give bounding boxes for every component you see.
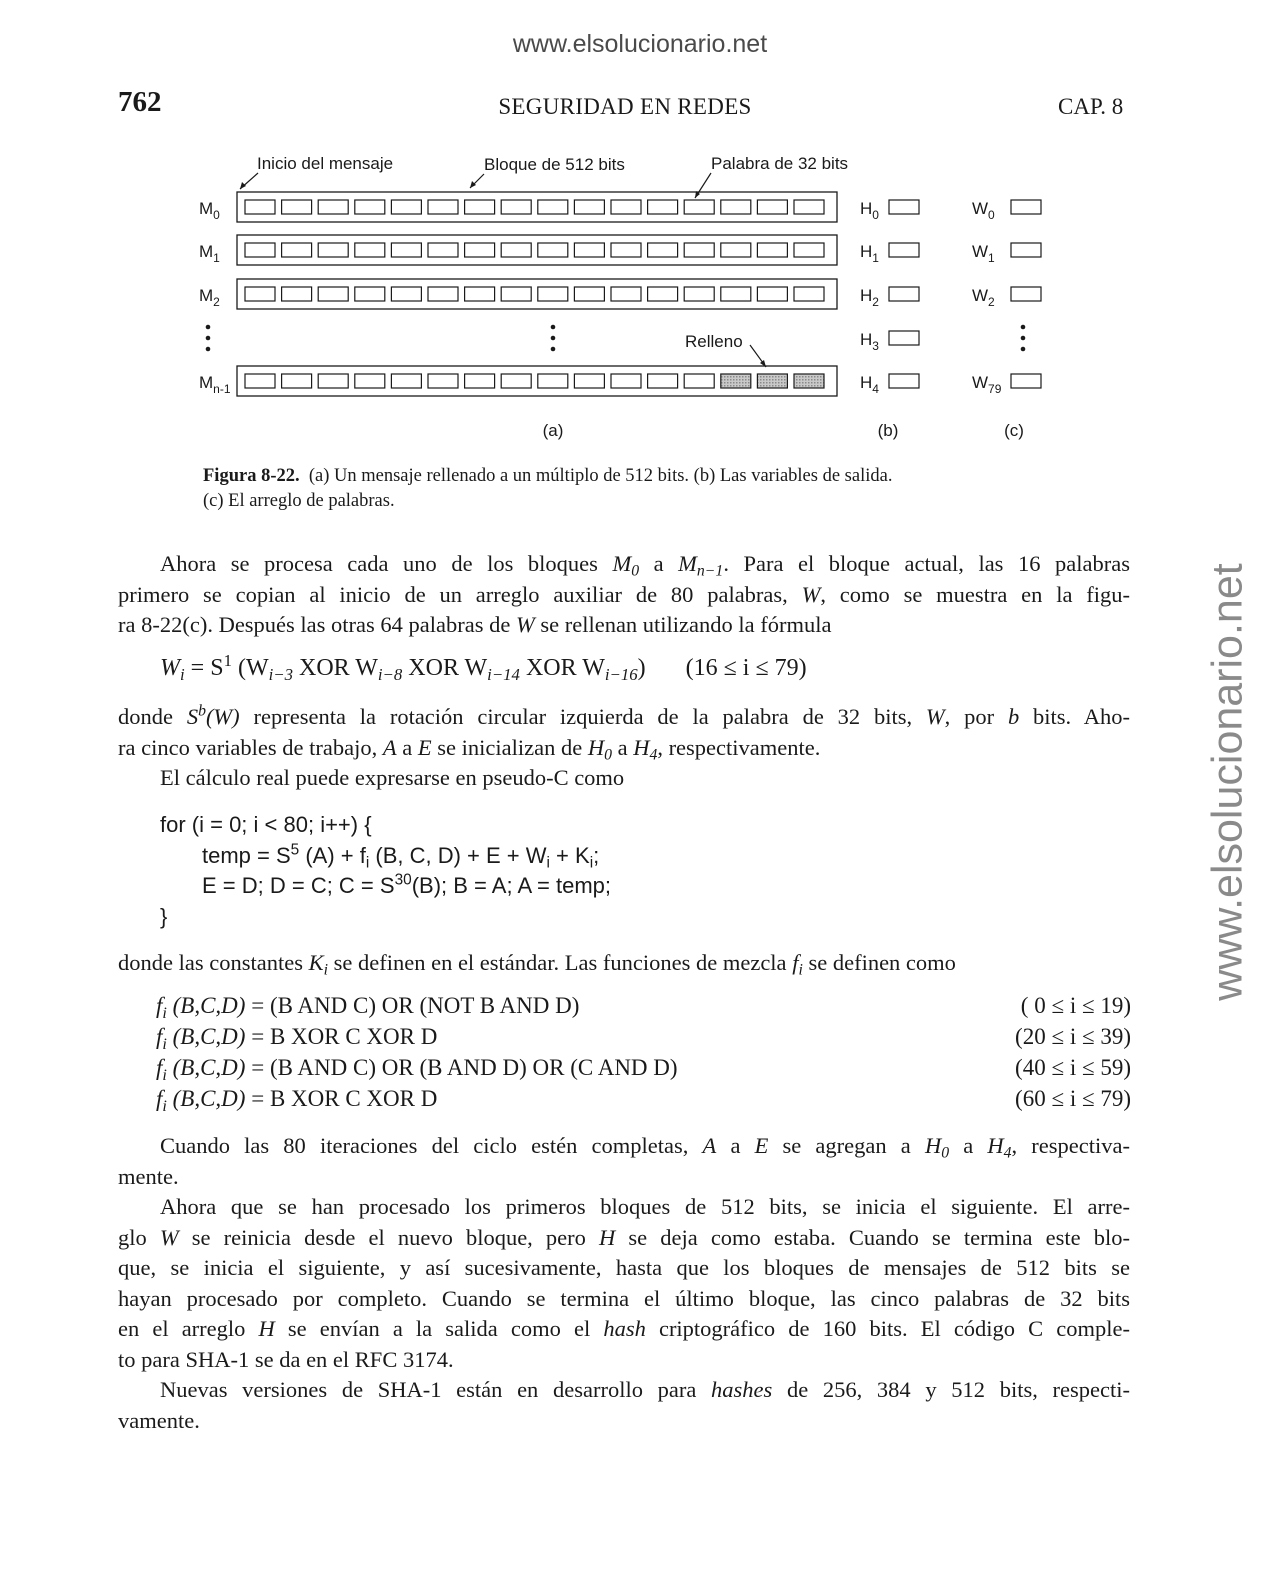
- text-run: E = D; D = C; C = S: [202, 873, 395, 898]
- function-expr: B XOR C XOR D: [269, 1024, 438, 1049]
- text-run: . Para el bloque actual, las 16 palabras: [723, 551, 1130, 576]
- output-box-1: [889, 243, 919, 257]
- word-3-3: [355, 374, 385, 388]
- p2-line-2: ra cinco variables de trabajo, A a E se inicializan de $H_0$ a $H_4$, respectivamente.: [118, 734, 821, 764]
- paragraph-7: [118, 1375, 1130, 1436]
- text-run: (W: [231, 655, 269, 681]
- text-run: ra cinco variables de trabajo,: [118, 734, 383, 760]
- pseudo-c-code: [160, 810, 611, 932]
- sub-n-1: n−1: [696, 562, 724, 580]
- word-3-11: [648, 374, 678, 388]
- word-label-0: $W_0$: [972, 199, 995, 222]
- code-line-1: for (i = 0; i < 80; i++) {: [160, 812, 372, 837]
- p6-line-6: to para SHA-1 se da en el RFC 3174.: [118, 1346, 454, 1372]
- text-run: glo: [118, 1224, 160, 1250]
- text-run: , respectivamente.: [657, 734, 821, 760]
- word-0-15: [794, 200, 824, 214]
- p7-line-1: [118, 1375, 1130, 1406]
- text-run: bits. Aho-: [1019, 704, 1130, 729]
- word-1-8: [538, 243, 568, 257]
- text-run: XOR W: [519, 655, 605, 681]
- page-number: 762: [118, 86, 162, 118]
- text-run: temp = S: [202, 842, 291, 868]
- output-label-4: $H_4$: [860, 373, 879, 396]
- message-label-2: $M_2$: [199, 286, 220, 309]
- function-range: ( 0 ≤ i ≤ 19): [1020, 993, 1131, 1018]
- caption-line-2: (c) El arreglo de palabras.: [203, 491, 395, 511]
- ellipsis-dot-a1-0: [551, 325, 556, 330]
- word-1-5: [428, 243, 458, 257]
- text-run: , por: [944, 704, 1008, 729]
- word-2-6: [465, 287, 495, 301]
- code-sub: i: [365, 854, 370, 872]
- output-label-1: $H_1$: [860, 242, 879, 265]
- panel-label-1: (b): [877, 421, 899, 440]
- label-message-start: Inicio del mensaje: [257, 154, 394, 173]
- text-run: se reinicia desde el nuevo bloque, pero: [178, 1224, 600, 1250]
- text-run: ;: [593, 842, 600, 868]
- formula-index: i: [180, 665, 185, 685]
- word-3-12: [684, 374, 714, 388]
- formula-sub: i−14: [487, 665, 520, 685]
- text-run: + K: [549, 842, 590, 868]
- word-2-13: [721, 287, 751, 301]
- word-1-4: [391, 243, 421, 257]
- formula-range: (16 ≤ i ≤ 79): [685, 655, 807, 681]
- text-run: se inicializan de: [431, 734, 588, 760]
- code-sub: i: [589, 854, 594, 872]
- word-0-2: [318, 200, 348, 214]
- ellipsis-dot-c-0: [1021, 325, 1026, 330]
- text-run: se envían a la salida como el: [274, 1316, 604, 1341]
- word-3-10: [611, 374, 641, 388]
- output-box-3: [889, 331, 919, 345]
- text-run: representa la rotación circular izquierda de la palabra de 32 bits,: [239, 704, 926, 729]
- p6-line-1: Ahora que se han procesado los primeros bloques de 512 bits, se inicia el siguiente. El arre-: [160, 1194, 1130, 1219]
- word-1-13: [721, 243, 751, 257]
- paragraph-5: [118, 1131, 1130, 1192]
- function-row-3: $f_i$ (B,C,D) = (B AND C) OR (B AND D) OR (C AND D) (40 ≤ i ≤ 59): [156, 1055, 1131, 1084]
- text-run: a: [611, 734, 634, 760]
- word-1-11: [648, 243, 678, 257]
- code-sup: 30: [394, 871, 412, 889]
- rotation-formula: [160, 650, 807, 685]
- word-0-10: [611, 200, 641, 214]
- text-run: se definen como: [802, 950, 956, 975]
- paragraph-4: [118, 948, 1130, 979]
- chapter-label: CAP. 8: [1058, 94, 1124, 119]
- word-label-1: $W_1$: [972, 242, 995, 265]
- word-1-2: [318, 243, 348, 257]
- word-2-14: [757, 287, 787, 301]
- word-2-15: [794, 287, 824, 301]
- word-box-0: [1011, 200, 1041, 214]
- p1-line-1: Ahora se procesa cada uno de los bloques $M_0$ a $M_{n-1}$. Para el bloque actual, las 16 palabras: [160, 551, 1130, 580]
- code-line-3: [160, 871, 611, 902]
- word-0-14: [757, 200, 787, 214]
- p6-line-4: hayan procesado por completo. Cuando se termina el último bloque, las cinco palabras de 32 bits: [118, 1285, 1130, 1311]
- ellipsis-dot-a1-1: [551, 336, 556, 341]
- word-1-1: [282, 243, 312, 257]
- text-run: , como se muestra en la figu-: [820, 581, 1130, 607]
- output-box-2: [889, 287, 919, 301]
- word-0-5: [428, 200, 458, 214]
- padding-word-14: [757, 374, 787, 388]
- function-row-4: $f_i$ (B,C,D) = B XOR C XOR D (60 ≤ i ≤ 79): [156, 1086, 1131, 1115]
- word-2-8: [538, 287, 568, 301]
- p6-line-3: que, se inicia el siguiente, y así sucesivamente, hasta que los bloques de mensajes de 512 bits se: [118, 1255, 1130, 1280]
- code-sup: 5: [290, 841, 300, 859]
- word-2-5: [428, 287, 458, 301]
- text-run: XOR W: [293, 655, 378, 681]
- word-1-10: [611, 243, 641, 257]
- p5-line-2: mente.: [118, 1163, 179, 1189]
- word-2-0: [245, 287, 275, 301]
- text-run: (A) + f: [299, 842, 366, 868]
- word-1-14: [757, 243, 787, 257]
- figure-caption: [203, 464, 1083, 514]
- text-run: primero se copian al inicio de un arreglo auxiliar de 80 palabras,: [118, 581, 802, 607]
- hash-term: hash: [603, 1316, 646, 1341]
- output-label-3: $H_3$: [860, 330, 879, 353]
- label-padding: Relleno: [685, 332, 743, 351]
- word-1-0: [245, 243, 275, 257]
- code-sub: i: [546, 854, 550, 872]
- hashes-term: hashes: [711, 1377, 773, 1402]
- word-1-3: [355, 243, 385, 257]
- word-0-12: [684, 200, 714, 214]
- formula-sup: 1: [223, 650, 232, 670]
- panel-label-0: (a): [542, 421, 564, 440]
- word-2-12: [684, 287, 714, 301]
- p1-line-2: primero se copian al inicio de un arreglo auxiliar de 80 palabras, W, como se muestra en la figu-: [118, 581, 1130, 607]
- text-run: a: [716, 1133, 755, 1158]
- word-3-9: [574, 374, 604, 388]
- running-title: SEGURIDAD EN REDES: [498, 94, 752, 119]
- word-label-3: $W_{79}$: [972, 373, 1002, 396]
- text-run: a: [949, 1133, 988, 1158]
- word-label-2: $W_2$: [972, 286, 995, 309]
- word-0-4: [391, 200, 421, 214]
- function-expr: (B AND C) OR (B AND D) OR (C AND D): [269, 1055, 678, 1080]
- ellipsis-dot-a0-0: [206, 325, 211, 330]
- text-run: = S: [184, 655, 224, 681]
- padding-word-15: [794, 374, 824, 388]
- message-label-3: $M_{n-1}$: [199, 373, 231, 396]
- word-2-3: [355, 287, 385, 301]
- p7-line-2: vamente.: [118, 1407, 200, 1433]
- message-label-1: $M_1$: [199, 242, 220, 265]
- word-3-6: [465, 374, 495, 388]
- paragraph-6: [118, 1192, 1130, 1375]
- p2-line-1: donde $S^b(W)$ representa la rotación circular izquierda de la palabra de 32 bits, W, por b bits. Aho-: [118, 702, 1130, 729]
- text-run: (B, C, D) + E + W: [369, 842, 547, 868]
- word-3-5: [428, 374, 458, 388]
- function-row-1: $f_i$ (B,C,D) = (B AND C) OR (NOT B AND D) ( 0 ≤ i ≤ 19): [156, 993, 1131, 1022]
- word-0-1: [282, 200, 312, 214]
- text-run: se agregan a: [768, 1133, 925, 1158]
- panel-label-2: (c): [1004, 421, 1024, 440]
- text-run: se definen en el estándar. Las funciones de mezcla: [328, 950, 793, 975]
- ellipsis-dot-c-1: [1021, 336, 1026, 341]
- caption-line-1: (a) Un mensaje rellenado a un múltiplo de 512 bits. (b) Las variables de salida.: [308, 466, 893, 486]
- function-range: (20 ≤ i ≤ 39): [1015, 1024, 1131, 1049]
- text-run: se deja como estaba. Cuando se termina este blo-: [615, 1224, 1130, 1250]
- message-label-0: $M_0$: [199, 199, 220, 222]
- function-range: (60 ≤ i ≤ 79): [1015, 1086, 1131, 1111]
- text-run: Ahora se procesa cada uno de los bloques: [160, 551, 613, 576]
- text-run: se rellenan utilizando la fórmula: [534, 612, 832, 637]
- word-3-4: [391, 374, 421, 388]
- function-row-2: $f_i$ (B,C,D) = B XOR C XOR D (20 ≤ i ≤ 39): [156, 1024, 1131, 1053]
- output-label-0: $H_0$: [860, 199, 879, 222]
- text-run: ra 8-22(c). Después las otras 64 palabras de: [118, 612, 516, 637]
- sub-0: 0: [631, 562, 640, 580]
- word-2-2: [318, 287, 348, 301]
- text-run: (B); B = A; A = temp;: [411, 873, 612, 898]
- formula-sub: i−3: [268, 665, 293, 685]
- label-block: Bloque de 512 bits: [484, 155, 625, 174]
- p6-line-2: glo W se reinicia desde el nuevo bloque, pero H se deja como estaba. Cuando se termina este blo-: [118, 1224, 1130, 1250]
- p5-line-1: Cuando las 80 iteraciones del ciclo estén completas, A a E se agregan a $H_0$ a $H_4$, respectiva-: [160, 1133, 1130, 1162]
- p4-line: donde las constantes $K_i$ se definen en el estándar. Las funciones de mezcla $f_i$ se definen como: [118, 950, 956, 979]
- word-2-7: [501, 287, 531, 301]
- word-2-9: [574, 287, 604, 301]
- word-0-8: [538, 200, 568, 214]
- ellipsis-dot-c-2: [1021, 347, 1026, 352]
- ellipsis-dot-a0-1: [206, 336, 211, 341]
- word-0-0: [245, 200, 275, 214]
- text-run: de 256, 384 y 512 bits, respecti-: [772, 1377, 1130, 1402]
- word-3-0: [245, 374, 275, 388]
- text-run: a: [639, 551, 679, 576]
- ellipsis-dot-a0-2: [206, 347, 211, 352]
- word-1-9: [574, 243, 604, 257]
- word-box-3: [1011, 374, 1041, 388]
- paragraph-1: [118, 549, 1130, 641]
- word-0-6: [465, 200, 495, 214]
- formula-lhs: W: [160, 655, 180, 681]
- text-run: donde las constantes: [118, 950, 309, 975]
- word-1-7: [501, 243, 531, 257]
- word-3-2: [318, 374, 348, 388]
- text-run: a: [396, 734, 418, 760]
- function-expr: (B AND C) OR (NOT B AND D): [269, 993, 580, 1018]
- sha1-figure: [190, 145, 1070, 445]
- p1-line-3: ra 8-22(c). Después las otras 64 palabras de W se rellenan utilizando la fórmula: [118, 612, 832, 637]
- word-2-4: [391, 287, 421, 301]
- caption-label: Figura 8-22.: [203, 466, 300, 486]
- word-1-15: [794, 243, 824, 257]
- text-run: , respectiva-: [1011, 1133, 1130, 1158]
- word-box-2: [1011, 287, 1041, 301]
- word-1-12: [684, 243, 714, 257]
- text-run: Cuando las 80 iteraciones del ciclo estén completas,: [160, 1133, 703, 1158]
- side-watermark: www.elsolucionario.net: [1203, 563, 1252, 1001]
- padding-word-13: [721, 374, 751, 388]
- code-line-2: [160, 841, 611, 872]
- text-run: Nuevas versiones de SHA-1 están en desarrollo para: [160, 1377, 712, 1402]
- text-run: en el arreglo: [118, 1316, 259, 1341]
- p6-line-5: en el arreglo H se envían a la salida como el hash criptográfico de 160 bits. El código C comple-: [118, 1316, 1131, 1341]
- word-2-1: [282, 287, 312, 301]
- word-3-1: [282, 374, 312, 388]
- paragraph-2: [118, 702, 1130, 794]
- function-range: (40 ≤ i ≤ 59): [1015, 1055, 1131, 1080]
- word-3-8: [538, 374, 568, 388]
- arrow-start: [240, 182, 246, 189]
- word-1-6: [465, 243, 495, 257]
- word-2-11: [648, 287, 678, 301]
- word-3-7: [501, 374, 531, 388]
- p3-line: El cálculo real puede expresarse en pseudo-C como: [160, 765, 625, 790]
- text-run: XOR W: [402, 655, 488, 681]
- ellipsis-dot-a1-2: [551, 347, 556, 352]
- text-run: ): [637, 655, 646, 681]
- text-run: donde: [118, 704, 187, 729]
- formula-sub: i−16: [604, 665, 638, 685]
- function-expr: B XOR C XOR D: [269, 1086, 438, 1111]
- output-box-0: [889, 200, 919, 214]
- site-watermark: www.elsolucionario.net: [512, 30, 768, 58]
- word-0-11: [648, 200, 678, 214]
- word-2-10: [611, 287, 641, 301]
- word-box-1: [1011, 243, 1041, 257]
- formula-sub: i−8: [377, 665, 403, 685]
- word-0-9: [574, 200, 604, 214]
- word-0-13: [721, 200, 751, 214]
- arrow-block: [470, 181, 476, 188]
- code-line-4: }: [160, 903, 168, 929]
- label-word: Palabra de 32 bits: [711, 154, 849, 173]
- text-run: criptográfico de 160 bits. El código C comple-: [645, 1316, 1131, 1341]
- output-box-4: [889, 374, 919, 388]
- word-0-7: [501, 200, 531, 214]
- output-label-2: $H_2$: [860, 286, 879, 309]
- word-0-3: [355, 200, 385, 214]
